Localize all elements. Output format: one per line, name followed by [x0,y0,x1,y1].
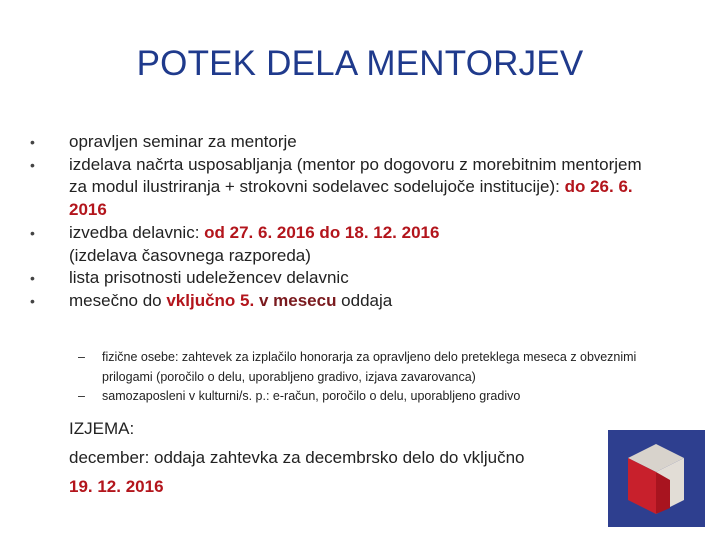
date-range-text: od 27. 6. 2016 do 18. 12. 2016 [204,222,440,242]
sub-bullet-text: samozaposleni v kulturni/s. p.: e-račun, poročilo o delu, uporabljeno gradivo [102,389,521,403]
list-item [30,222,650,267]
exception-label: IZJEMA [69,419,130,438]
bullet-text: oddaja [336,290,393,310]
sub-bullet-list [78,348,668,407]
list-item [30,131,650,154]
list-item [78,348,668,387]
cube-logo-icon [608,430,705,527]
bullet-text: mesečno do [69,290,167,310]
list-item [30,267,650,290]
exception-text: december: oddaja zahtevka za decembrsko delo do vključno [69,448,525,467]
sub-bullet-text: fizične osebe: zahtevek za izplačilo honorarja za opravljeno delo preteklega meseca z obveznimi prilogami (poročilo o delu, uporabljeno gradivo, izjava zavarovanca) [102,350,637,384]
page-title: POTEK DELA MENTORJEV [136,44,584,83]
bullet-text: lista prisotnosti udeležencev delavnic [69,268,349,288]
logo-graphic [608,430,705,527]
highlight-text-dark: v mesecu [258,290,337,310]
exception-heading [69,414,629,443]
bullet-note: (izdelava časovnega razporeda) [69,245,311,265]
exception-date: 19. 12. 2016 [69,477,164,496]
exception-block [69,414,629,501]
main-bullet-list [30,131,650,313]
highlight-text: vključno 5. [166,290,255,310]
exception-colon: : [129,419,135,438]
list-item [30,290,650,313]
bullet-text: izdelava načrta usposabljanja (mentor po dogovoru z morebitnim mentorjem za modul ilustriranja + strokovni sodelavec sodelujoče institucije): [69,154,642,197]
bullet-text: opravljen seminar za mentorje [69,132,297,151]
bullet-text: izvedba delavnic: [69,222,205,242]
deadline-text: do 26. 6. 2016 [69,177,633,220]
list-item [78,387,668,407]
list-item [30,154,650,222]
